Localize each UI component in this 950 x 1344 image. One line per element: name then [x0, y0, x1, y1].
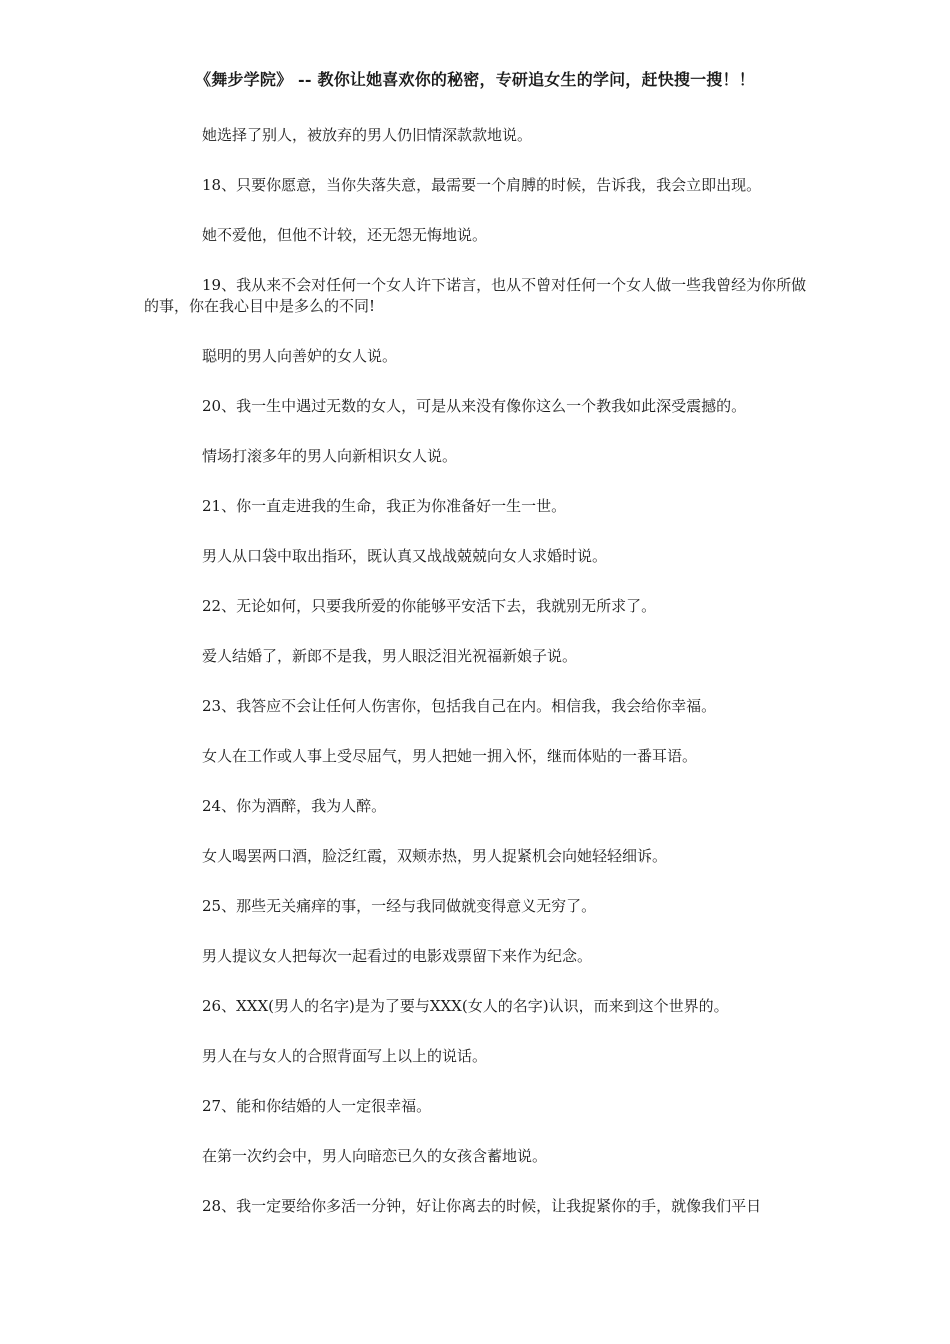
paragraph: 男人从口袋中取出指环，既认真又战战兢兢向女人求婚时说。 — [202, 547, 608, 565]
paragraph: 情场打滚多年的男人向新相识女人说。 — [202, 447, 458, 465]
paragraph: 25、那些无关痛痒的事，一经与我同做就变得意义无穷了。 — [202, 897, 597, 915]
paragraph: 19、我从来不会对任何一个女人许下诺言，也从不曾对任何一个女人做一些我曾经为你所做的事，你在我心目中是多么的不同! — [144, 276, 807, 315]
paragraph: 男人提议女人把每次一起看过的电影戏票留下来作为纪念。 — [202, 947, 593, 965]
paragraph: 她选择了别人，被放弃的男人仍旧情深款款地说。 — [202, 126, 533, 144]
paragraph: 26、XXX(男人的名字)是为了要与XXX(女人的名字)认识，而来到这个世界的。 — [202, 997, 729, 1015]
document-body — [144, 125, 808, 1246]
paragraph: 23、我答应不会让任何人伤害你，包括我自己在内。相信我，我会给你幸福。 — [202, 697, 717, 715]
paragraph: 在第一次约会中，男人向暗恋已久的女孩含蓄地说。 — [202, 1147, 548, 1165]
paragraph: 28、我一定要给你多活一分钟，好让你离去的时候，让我捉紧你的手，就像我们平日 — [202, 1197, 762, 1215]
page-header-banner: 《舞步学院》 -- 教你让她喜欢你的秘密，专研追女生的学问，赶快搜一搜！！ — [195, 70, 755, 89]
paragraph: 女人喝罢两口酒，脸泛红霞，双颊赤热，男人捉紧机会向她轻轻细诉。 — [202, 847, 668, 865]
paragraph: 20、我一生中遇过无数的女人，可是从来没有像你这么一个教我如此深受震撼的。 — [202, 397, 747, 415]
paragraph: 男人在与女人的合照背面写上以上的说话。 — [202, 1047, 488, 1065]
paragraph: 27、能和你结婚的人一定很幸福。 — [202, 1097, 432, 1115]
paragraph: 24、你为酒醉，我为人醉。 — [202, 797, 387, 815]
paragraph: 她不爱他，但他不计较，还无怨无悔地说。 — [202, 226, 488, 244]
paragraph: 21、你一直走进我的生命，我正为你准备好一生一世。 — [202, 497, 567, 515]
paragraph: 18、只要你愿意，当你失落失意，最需要一个肩膊的时候，告诉我，我会立即出现。 — [202, 176, 762, 194]
paragraph: 女人在工作或人事上受尽屈气，男人把她一拥入怀，继而体贴的一番耳语。 — [202, 747, 698, 765]
paragraph: 聪明的男人向善妒的女人说。 — [202, 347, 398, 365]
paragraph: 22、无论如何，只要我所爱的你能够平安活下去，我就别无所求了。 — [202, 597, 657, 615]
paragraph: 爱人结婚了，新郎不是我，男人眼泛泪光祝福新娘子说。 — [202, 647, 578, 665]
